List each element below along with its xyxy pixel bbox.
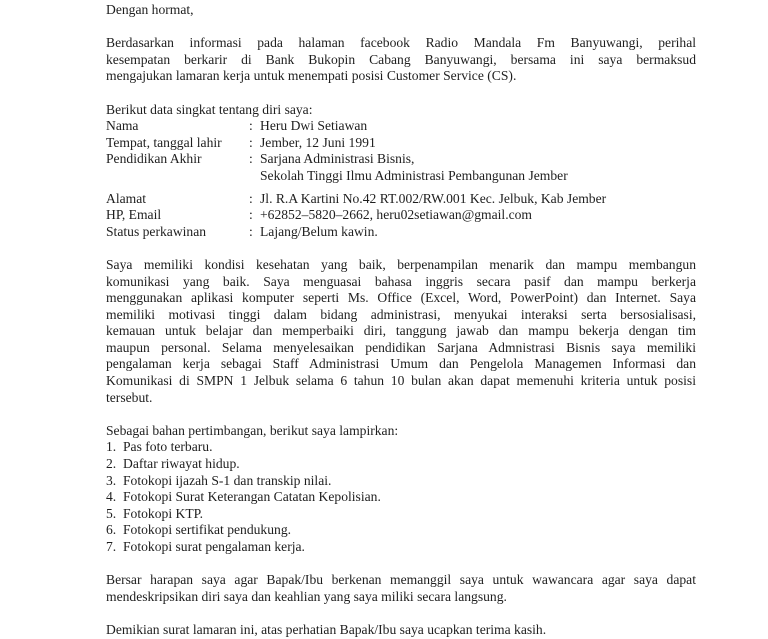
list-number: 6. (106, 522, 117, 538)
list-number: 4. (106, 489, 117, 505)
bio-colon: : (249, 223, 253, 239)
list-item (106, 489, 696, 506)
closing-paragraph (106, 572, 696, 605)
paragraph-line: tersebut. (106, 389, 153, 405)
bio-value: Lajang/Belum kawin. (260, 223, 378, 239)
final-sentence: Demikian surat lamaran ini, atas perhatian Bapak/Ibu saya ucapkan terima kasih. (106, 621, 547, 637)
list-item (106, 456, 696, 473)
bio-label: HP, Email (106, 207, 162, 223)
bio-colon: : (249, 207, 253, 223)
bio-heading: Berikut data singkat tentang diri saya: (106, 101, 313, 117)
paragraph-line: maupun personal. Selama menyelesaikan pendidikan Sarjana Admnistrasi Bisnis saya memiliki (106, 339, 696, 355)
paragraph-line: menggunakan aplikasi komputer seperti Ms. Office (Excel, Word, PowerPoint) dan Internet. Saya (106, 290, 696, 306)
bio-label: Status perkawinan (106, 223, 207, 239)
paragraph-line: Komunikasi di SMPN 1 Jelbuk selama 6 tahun 10 bulan akan dapat memenuhi kriteria untuk posisi (106, 373, 696, 389)
paragraph-line: mendeskripsikan diri saya dan keahlian yang saya miliki secara langsung. (106, 588, 507, 604)
bio-colon: : (249, 118, 253, 134)
paragraph-line: kemauan untuk belajar dan memperbaiki diri, tanggung jawab dan mampu bekerja dengan tim (106, 323, 696, 339)
list-text: Fotokopi surat pengalaman kerja. (123, 539, 305, 554)
list-text: Fotokopi ijazah S-1 dan transkip nilai. (123, 472, 332, 488)
bio-value-continuation: Sekolah Tinggi Ilmu Administrasi Pembangunan Jember (260, 167, 568, 183)
list-item (106, 539, 696, 556)
list-item (106, 473, 696, 490)
bio-value: Jember, 12 Juni 1991 (260, 134, 376, 150)
bio-row-education (106, 151, 696, 168)
paragraph-line: komunikasi yang baik. Saya menguasai bahasa inggris secara pasif dan mampu berkerja (106, 273, 696, 289)
bio-row-address (106, 191, 696, 208)
list-text: Fotokopi KTP. (123, 505, 204, 521)
list-item (106, 506, 696, 523)
list-text: Pas foto terbaru. (123, 439, 213, 455)
bio-value: Jl. R.A Kartini No.42 RT.002/RW.001 Kec. Jelbuk, Kab Jember (260, 190, 607, 206)
spacer (106, 556, 696, 573)
list-number: 2. (106, 456, 117, 472)
paragraph-line: memiliki motivasi tinggi dalam bidang administrasi, menyukai interaksi serta bersosialisasi, (106, 306, 696, 322)
spacer (106, 85, 696, 102)
bio-colon: : (249, 190, 253, 206)
bio-row-status (106, 224, 696, 241)
bio-value: Heru Dwi Setiawan (260, 118, 368, 134)
body-paragraph (106, 257, 696, 406)
letter-page (106, 0, 696, 639)
bio-label: Pendidikan Akhir (106, 151, 202, 167)
bio-colon: : (249, 151, 253, 167)
list-number: 3. (106, 472, 117, 488)
spacer (106, 19, 696, 36)
paragraph-line: Saya memiliki kondisi kesehatan yang baik, berpenampilan menarik dan mampu membangun (106, 256, 696, 272)
spacer (106, 240, 696, 257)
bio-label: Nama (106, 118, 139, 134)
bio-colon: : (249, 134, 253, 150)
attachments-list (106, 439, 696, 555)
list-number: 1. (106, 439, 117, 455)
list-item (106, 522, 696, 539)
list-text: Fotokopi Surat Keterangan Catatan Kepolisian. (123, 489, 381, 505)
intro-paragraph (106, 35, 696, 85)
paragraph-line: Bersar harapan saya agar Bapak/Ibu berkenan memanggil saya untuk wawancara agar saya dapat (106, 572, 696, 588)
paragraph-line: mengajukan lamaran kerja untuk menempati posisi Customer Service (CS). (106, 68, 517, 84)
bio-value: Sarjana Administrasi Bisnis, (260, 151, 415, 167)
attachments-heading: Sebagai bahan pertimbangan, berikut saya lampirkan: (106, 422, 399, 438)
list-item (106, 439, 696, 456)
bio-row-contact (106, 207, 696, 224)
paragraph-line: pengalaman kerja sebagai Staff Administrasi Umum dan Pengelola Managemen Informasi dan (106, 356, 696, 372)
paragraph-line: Berdasarkan informasi pada halaman facebook Radio Mandala Fm Banyuwangi, perihal (106, 35, 696, 51)
spacer (106, 406, 696, 423)
paragraph-line: kesempatan berkarir di Bank Bukopin Cabang Banyuwangi, bersama ini saya bermaksud (106, 51, 696, 67)
bio-row-name (106, 118, 696, 135)
bio-table (106, 118, 696, 240)
bio-label: Tempat, tanggal lahir (106, 134, 222, 150)
list-text: Daftar riwayat hidup. (123, 456, 240, 472)
list-number: 5. (106, 505, 117, 521)
bio-row-birth (106, 135, 696, 152)
list-number: 7. (106, 539, 117, 554)
spacer (106, 605, 696, 622)
greeting: Dengan hormat, (106, 2, 194, 17)
bio-label: Alamat (106, 190, 147, 206)
bio-value: +62852–5820–2662, heru02setiawan@gmail.com (260, 207, 533, 223)
list-text: Fotokopi sertifikat pendukung. (123, 522, 292, 538)
